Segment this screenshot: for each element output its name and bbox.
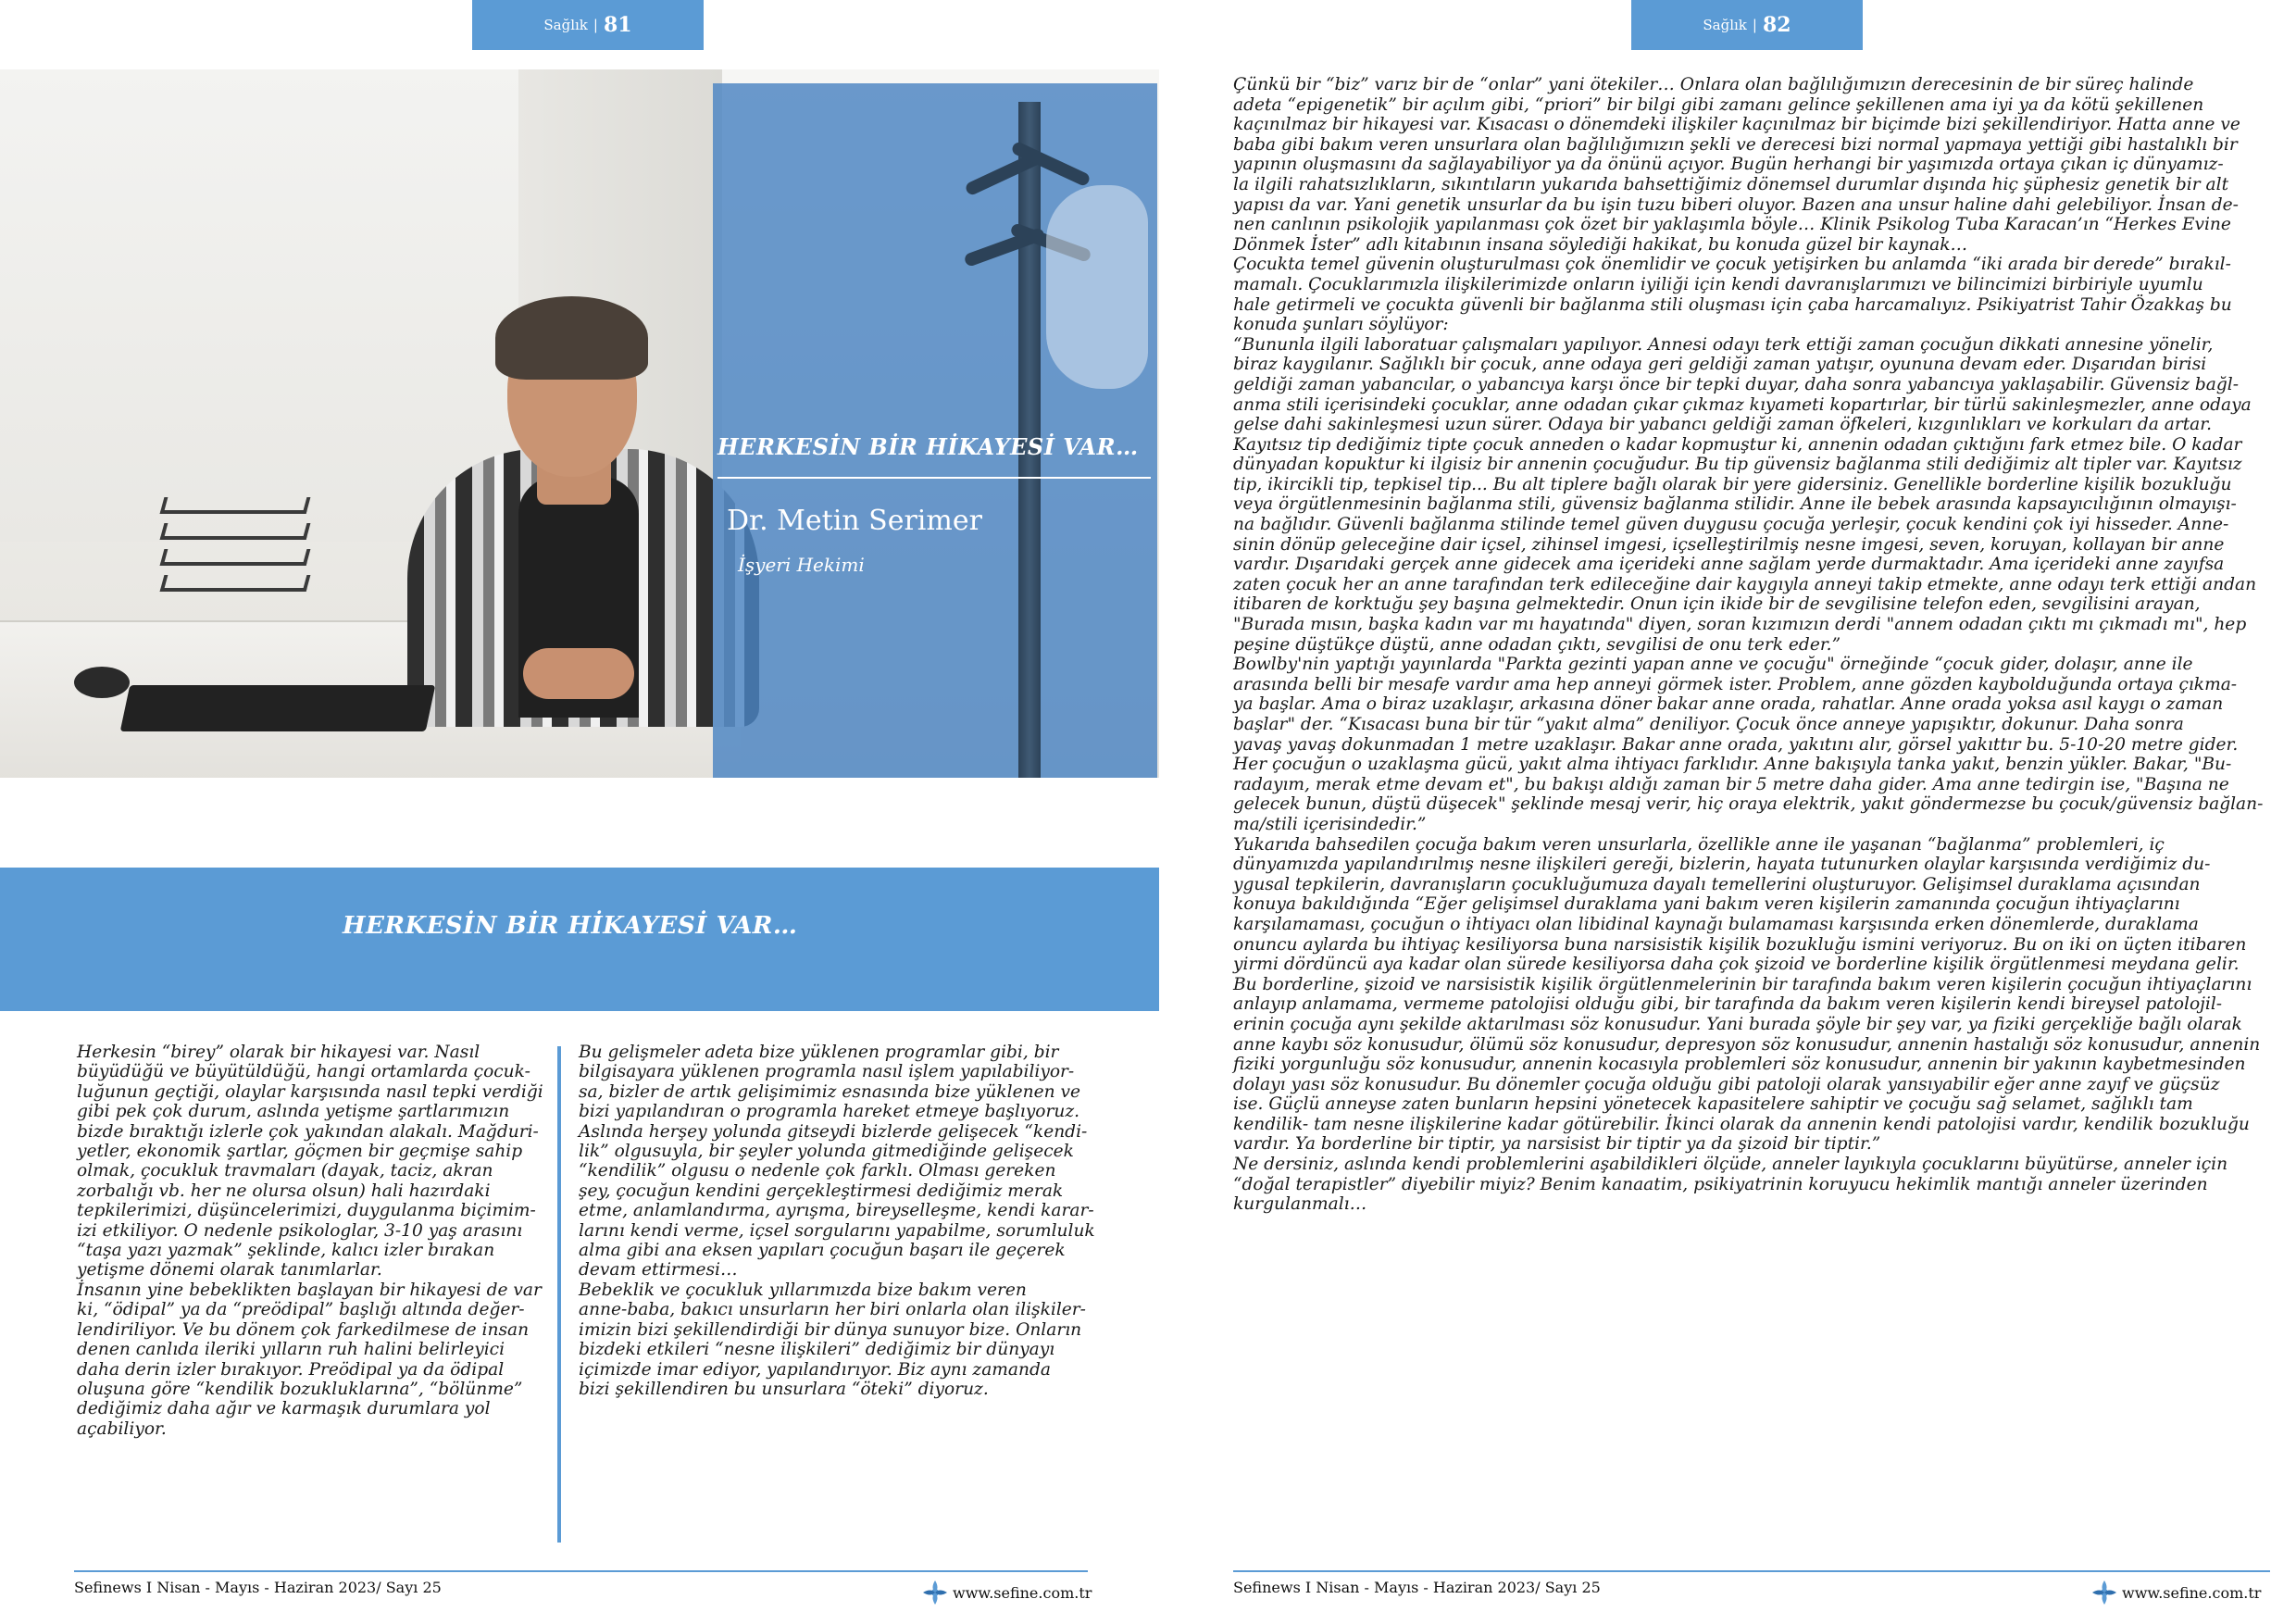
website-link[interactable]: www.sefine.com.tr (2122, 1583, 2262, 1602)
column-divider (557, 1046, 561, 1543)
article-column-1 (77, 1043, 551, 1439)
author-name: Dr. Metin Serimer (727, 505, 982, 537)
article-column-2 (579, 1043, 1097, 1399)
footer-issue: Sefinews I Nisan - Mayıs - Haziran 2023/ Sayı 25 (1233, 1579, 1601, 1596)
paragraph-intro: Çünkü bir “biz” varız bir de “onlar” yani ötekiler… Onlara olan bağlılığımızın derecesinin de bir süreç halinde adeta “epigenetik” bir açılım gibi, “priori” bir bilgi gibi zamanı gelince şekillenen ama iyi ya da kötü şekillenen kaçınılmaz bir hikayesi var. Kısacası o dönemdeki ilişkiler kaçınılmaz bir biçimde bizi şekillendiriyor. Hatta anne ve baba gibi bakım veren unsurlara olan bağlılığımızın şekli ve derecesi bizi normal yapmaya yettiği gibi hastalıklı bir yapının oluşmasını da sağlayabiliyor ya da önünü açıyor. Bugün herhangi bir yaşımızda ortaya çıkan iç dünyamız- la ilgili rahatsızlıkların, sıkıntıların yukarıda bahsettiğimiz dönemsel durumlar dışında hiç şüphesiz genetik bir alt yapısı da var. Yani genetik unsurlar da bu işin tuzu biberi oluyor. Bazen ana unsur haline dahi gelebiliyor. İnsan de- nen canlının psikolojik yapılanması çok özet bir yaklaşımla böyle… Klinik Psikolog Tuba Karacan’ın “Herkes Evine Dönmek İster” adlı kitabının insana söylediği hakikat, bu konuda güzel bir kaynak… Çocukta temel güvenin oluşturulması çok önemlidir ve çocuk yetişirken bu anlamda “iki arada bir derede” bırakıl- mamalı. Çocuklarımızla ilişkilerimizde onların iyiliği için kendi davranışlarımızı ve bilincimizi birbiriyle uyumlu hale getirmeli ve çocukta güvenli bir bağlanma stili oluşması için çaba harcamalıyız. Psikiyatrist Tahir Özakkaş bu konuda şunları söylüyor: (1233, 75, 2240, 335)
author-role: İşyeri Hekimi (738, 554, 865, 576)
article-continued (1233, 75, 2270, 1215)
quote-ozakkas: “Bununla ilgili laboratuar çalışmaları yapılıyor. Annesi odayı terk ettiği zaman çocuğun dikkati annesine yönelir, biraz kaygılanır. Sağlıklı bir çocuk, anne odaya geri geldiği zaman yatışır, oyununa devam eder. Dışarıdan birisi geldiği zaman yabancılar, o yabancıya karşı önce bir tepki duyar, daha sonra yabancıya yaklaşabilir. Güvensiz bağl- anma stili içerisindeki çocuklar, anne odadan çıkar çıkmaz kıyameti kopartırlar, bir türlü sakinleşmezler, anne odaya gelse dahi sakinleşmesi uzun sürer. Odaya bir yabancı geldiği zaman öfkeleri, kızgınlıkları ve korkuları da artar. Kayıtsız tip dediğimiz tipte çocuk anneden o kadar kopmuştur ki, annenin odadan çıktığını fark etmez bile. O kadar dünyadan kopuktur ki ilgisiz bir annenin çocuğudur. Bu tip güvensiz bağlanma stili dediğimiz alt tipler var. Kayıtsız tip, ikircikli tip, tepkisel tip... Bu alt tiplere bağlı olarak bir yere gidersiniz. Genellikle borderline kişilik bozukluğu veya örgütlenmesinin bağlanma stili, güvensiz bağlanma stilidir. Anne ile bebek arasında kapsayıcılığının olmayışı- na bağlıdır. Güvenli bağlanma stilinde temel güven duygusu çocuğa yerleşir, çocuk kendini çok iyi hisseder. Anne- sinin dönüp geleceğine dair içsel, zihinsel imgesi, içselleştirilmiş nesne imgesi, seven, koruyan, kollayan bir anne vardır. Dışarıdaki gerçek anne gidecek ama içerideki anne sağlam yerde durmaktadır. Ama içerideki anne zayıfsa zaten çocuk her an anne tarafından terk edileceğine dair kaygıyla anneyi takip etmekte, anne odayı terk ettiği andan itibaren de korktuğu şey başına gelmektedir. Onun için ikide bir de sevgilisine telefon eden, sevgilisini arayan, "Burada mısın, başka kadın var mı hayatında" diyen, soran kızımızın derdi "annem odadan çıktı mı çıkmadı mı", hep peşine düştükçe düştü, anne odadan çıktı, sevgilisi de onu terk eder.” Bowlby'nin yaptığı yayınlarda "Parkta gezinti yapan anne ve çocuğu" örneğinde “çocuk gider, dolaşır, anne ile arasında belli bir mesafe vardır ama hep anneyi görmek ister. Problem, anne gözden kaybolduğunda ortaya çıkma- ya başlar. Ama o biraz uzaklaşır, arkasına döner bakar anne orada, rahatlar. Anne orada yoksa asıl kaygı o zaman başlar" der. “Kısacası buna bir tür “yakıt alma” deniliyor. Çocuk önce anneye yapışıktır, dokunur. Daha sonra yavaş yavaş dokunmadan 1 metre uzaklaşır. Bakar anne orada, yakıtını alır, görsel yakıttır bu. 5-10-20 metre gider. Her çocuğun o uzaklaşma gücü, yakıt alma ihtiyacı farklıdır. Anne bakışıyla tanka yakıt, benzin yükler. Bakar, "Bu- radayım, merak etme devam et", bu bakışı aldığı zaman bir 5 metre daha gider. Ama anne tedirgin ise, "Başına ne gelecek bunun, düştü düşecek" şeklinde mesaj verir, hiç oraya elektrik, yakıt göndermezse bu çocuk/güvensiz bağlan- ma/stili içerisindedir.” (1233, 334, 2264, 834)
column-1-text: Herkesin “birey” olarak bir hikayesi var. Nasıl büyüdüğü ve büyütüldüğü, hangi ortamlarda çocuk- luğunun geçtiği, olaylar karşısında nasıl tepki verdiği gibi pek çok durum, aslında yetişme şartlarımızın bizde bıraktığı izlerle çok yakından alakalı. Mağduri- yetler, ekonomik şartlar, göçmen bir geçmişe sahip olmak, çocukluk travmaları (dayak, taciz, akran zorbalığı vb. her ne olursa olsun) hali hazırdaki tepkilerimizi, düşüncelerimizi, duygulanma biçimim- izi etkiliyor. O nedenle psikologlar, 3-10 yaş arasını “taşa yazı yazmak” şeklinde, kalıcı izler bırakan yetişme dönemi olarak tanımlarlar. İnsanın yine bebeklikten başlayan bir hikayesi de var ki, “ödipal” ya da “preödipal” başlığı altında değer- lendiriliyor. Ve bu dönem çok farkedilmese de insan denen canlıda ileriki yılların ruh halini belirleyici daha derin izler bırakıyor. Preödipal ya da ödipal oluşuna göre “kendilik bozukluklarına”, “bölünme” dediğimiz daha ağır ve karmaşık durumlara yol açabiliyor. (77, 1043, 543, 1439)
sefine-logo-icon (921, 1579, 949, 1606)
separator: | (1752, 17, 1757, 33)
hero-overlay-panel (713, 83, 1157, 778)
column-2-text: Bu gelişmeler adeta bize yüklenen programlar gibi, bir bilgisayara yüklenen programla nasıl işlem yapılabiliyor- sa, bizler de artık gelişimimiz esnasında bize yüklenen ve bizi yapılandıran o programla hareket etmeye başlıyoruz. Aslında herşey yolunda gitseydi bizlerde gelişecek “kendi- lik” olgusuyla, bir şeyler yolunda gitmediğinde gelişecek “kendilik” olgusu o nedenle çok farklı. Olması gereken şey, çocuğun kendini gerçekleştirmesi dediğimiz merak etme, anlamlandırma, ayrışma, bireyselleşme, kendi karar- larını kendi verme, içsel sorgularını yapabilme, sorumluluk alma gibi ana eksen yapıları çocuğun başarı ile geçerek devam ettirmesi… Bebeklik ve çocukluk yıllarımızda bize bakım veren anne-baba, bakıcı unsurların her biri onlarla olan ilişkiler- imizin bizi şekillendirdiği bir dünya sunuyor bize. Onların bizdeki etkileri “nesne ilişkileri” dediğimiz bir dünyayı içimizde imar ediyor, yapılandırıyor. Biz aynı zamanda bizi şekillendiren bu unsurlara “öteki” diyoruz. (579, 1043, 1095, 1399)
page-number: 81 (603, 13, 632, 37)
article-title-banner (0, 868, 1159, 1011)
hero-divider (718, 477, 1151, 479)
section-label: Sağlık (1703, 17, 1747, 33)
footer-rule (1233, 1570, 2270, 1572)
footer-issue: Sefinews I Nisan - Mayıs - Haziran 2023/ Sayı 25 (74, 1579, 442, 1596)
paragraph-closing: Yukarıda bahsedilen çocuğa bakım veren unsurlarla, özellikle anne ile yaşanan “bağlanma” problemleri, iç dünyamızda yapılandırılmış nesne ilişkileri gereği, bizlerin, hayata tutunurken olaylar karşısında verdiğimiz du- ygusal tepkilerin, davranışların çocukluğumuza dayalı temellerini oluşturuyor. Gelişimsel duraklama açısından konuya bakıldığında “Eğer gelişimsel duraklama yani bakım veren kişilerin zamanında çocuğun ihtiyaçlarını karşılamaması, çocuğun o ihtiyacı olan libidinal kaynağı bulamaması karşısında erken dönemlerde, duraklama onuncu aylarda bu ihtiyaç kesiliyorsa buna narsisistik kişilik bozukluğu ismini veriyoruz. Bu on iki on üçten itibaren yirmi dördüncü aya kadar olan sürede kesiliyorsa daha çok şizoid ve borderline kişilik örgütlenmesi meydana gelir. Bu borderline, şizoid ve narsisistik kişilik örgütlenmelerinin bir tarafında bakım veren kişilerin çocuğun ihtiyaçlarını anlayıp anlamama, vermeme patolojisi olduğu gibi, bir tarafında da bakım veren kişilerin kendi bireysel patolojil- erinin çocuğa aynı şekilde aktarılması söz konusudur. Yani burada şöyle bir şey var, ya fiziki gerçekliğe bağlı olarak anne kaybı söz konusudur, ölümü söz konusudur, depresyon söz konusudur, annenin hastalığı söz konusudur, annenin fiziki yorgunluğu söz konusudur, annenin kocasıyla problemleri söz konusudur, annenin bir yakının kaybetmesinden dolayı yası söz konusudur. Bu dönemler çocuğa olduğu gibi patoloji olarak yansıyabilir eğer anne zayıf ve güçsüz ise. Güçlü anneyse zaten bunların hepsini yönetecek kapasitelere sahiptir ve çocuğu sağ selamet, sağlıklı tam kendilik- tam nesne ilişkilerine kadar götürebilir. İkinci olarak da annenin kendi patolojisi vardır, kendilik bozukluğu vardır. Ya borderline bir tiptir, ya narsisist bir tiptir ya da şizoid bir tiptir.” Ne dersiniz, aslında kendi problemlerini aşabildikleri ölçüde, anneler layıkıyla çocuklarını büyütürse, anneler için “doğal terapistler” diyebilir miyiz? Benim kanaatim, psikiyatrinin koruyucu hekimlik mantığı anneler üzerinden kurgulanmalı… (1233, 834, 2261, 1215)
page-header-tab (472, 0, 704, 50)
footer-rule (74, 1570, 1088, 1572)
article-title: HERKESİN BİR HİKAYESİ VAR… (343, 912, 798, 940)
sefine-logo-icon (2090, 1579, 2118, 1606)
right-page (1148, 0, 2296, 1624)
footer-website[interactable] (2090, 1579, 2261, 1606)
footer-website[interactable] (921, 1579, 1092, 1606)
hero-title: HERKESİN BİR HİKAYESİ VAR… (718, 433, 1139, 460)
page-number: 82 (1762, 13, 1791, 37)
page-header-tab (1631, 0, 1863, 50)
section-label: Sağlık (543, 17, 588, 33)
website-link[interactable]: www.sefine.com.tr (953, 1583, 1092, 1602)
separator: | (593, 17, 598, 33)
